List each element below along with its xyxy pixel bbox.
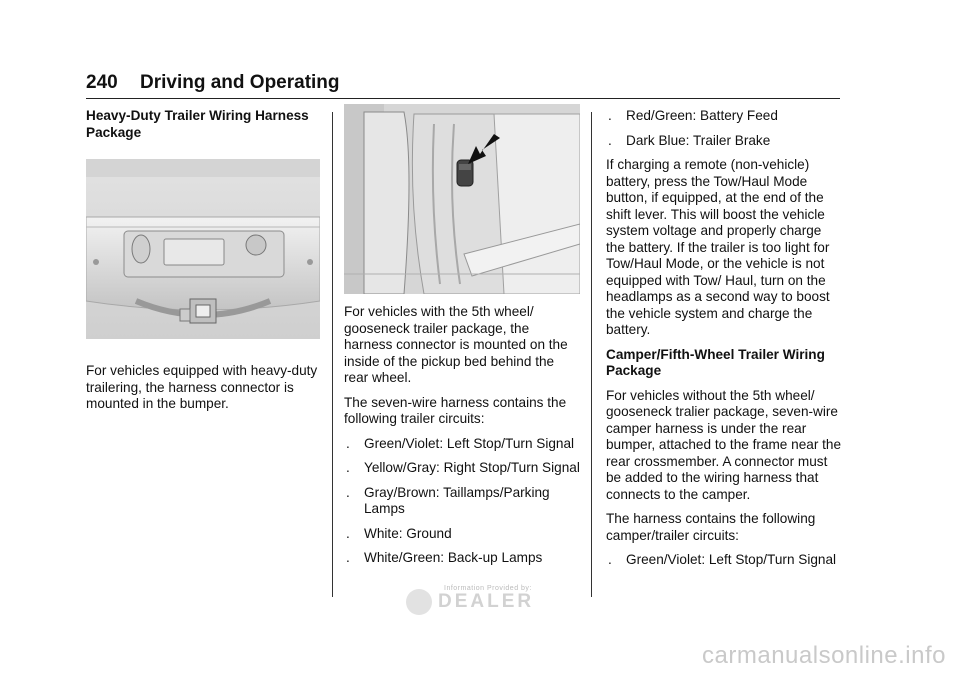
page-header — [86, 70, 840, 99]
column-divider-2 — [591, 112, 592, 597]
paragraph-camper-circuits: The harness contains the following camper/trailer circuits: — [606, 511, 816, 543]
paragraph-heavy-duty: For vehicles equipped with heavy-duty trailering, the harness connector is mounted in the bumper. — [86, 363, 318, 411]
subheading-camper: Camper/Fifth-Wheel Trailer Wiring Package — [606, 346, 825, 378]
list-item: . Dark Blue: Trailer Brake — [608, 132, 771, 148]
list-item: . Yellow/Gray: Right Stop/Turn Signal — [346, 460, 580, 475]
paragraph-camper: For vehicles without the 5th wheel/ gooseneck tralier package, seven-wire camper harness is under the rear bumper, attached to the frame near the rear crossmember. A connector must be added to the wiring harness that connects to the camper. — [606, 387, 842, 502]
watermark-logo-icon — [406, 589, 432, 615]
list-item: . Green/Violet: Left Stop/Turn Signal — [608, 552, 837, 567]
page-number: 240 — [86, 72, 118, 93]
dealer-watermark: Information Provided by: DEALER — [404, 585, 554, 621]
subheading-heavy-duty: Heavy-Duty Trailer Wiring Harness Package — [86, 108, 309, 140]
column-2 — [344, 108, 580, 575]
list-item: . Green/Violet: Left Stop/Turn Signal — [346, 435, 575, 451]
bumper-connector-illustration — [86, 159, 320, 339]
footer-site-watermark: carmanualsonline.info — [702, 642, 946, 669]
section-title: Driving and Operating — [140, 72, 340, 93]
list-item: . White/Green: Back-up Lamps — [346, 550, 543, 565]
list-item: . White: Ground — [346, 525, 452, 541]
column-1 — [86, 108, 322, 421]
pickup-bed-connector-illustration — [344, 104, 580, 294]
column-3 — [606, 108, 842, 577]
list-item: . Gray/Brown: Taillamps/Parking Lamps — [346, 484, 550, 516]
paragraph-charging: If charging a remote (non-vehicle) battery, press the Tow/Haul Mode button, if equipped, at the end of the shift lever. This will boost the vehicle system voltage and properly charge the battery. If the trailer is too light for Tow/Haul Mode, or the vehicle is not equipped with Tow/ Haul, turn on the headlamps as a second way to boost the vehicle system and charge the battery. — [606, 157, 830, 337]
paragraph-seven-wire: The seven-wire harness contains the following trailer circuits: — [344, 394, 567, 426]
paragraph-5th-wheel: For vehicles with the 5th wheel/ gooseneck trailer package, the harness connector is mounted on the inside of the pickup bed behind the rear wheel. — [344, 304, 568, 385]
list-item: . Red/Green: Battery Feed — [608, 108, 778, 123]
column-divider-1 — [332, 112, 333, 597]
